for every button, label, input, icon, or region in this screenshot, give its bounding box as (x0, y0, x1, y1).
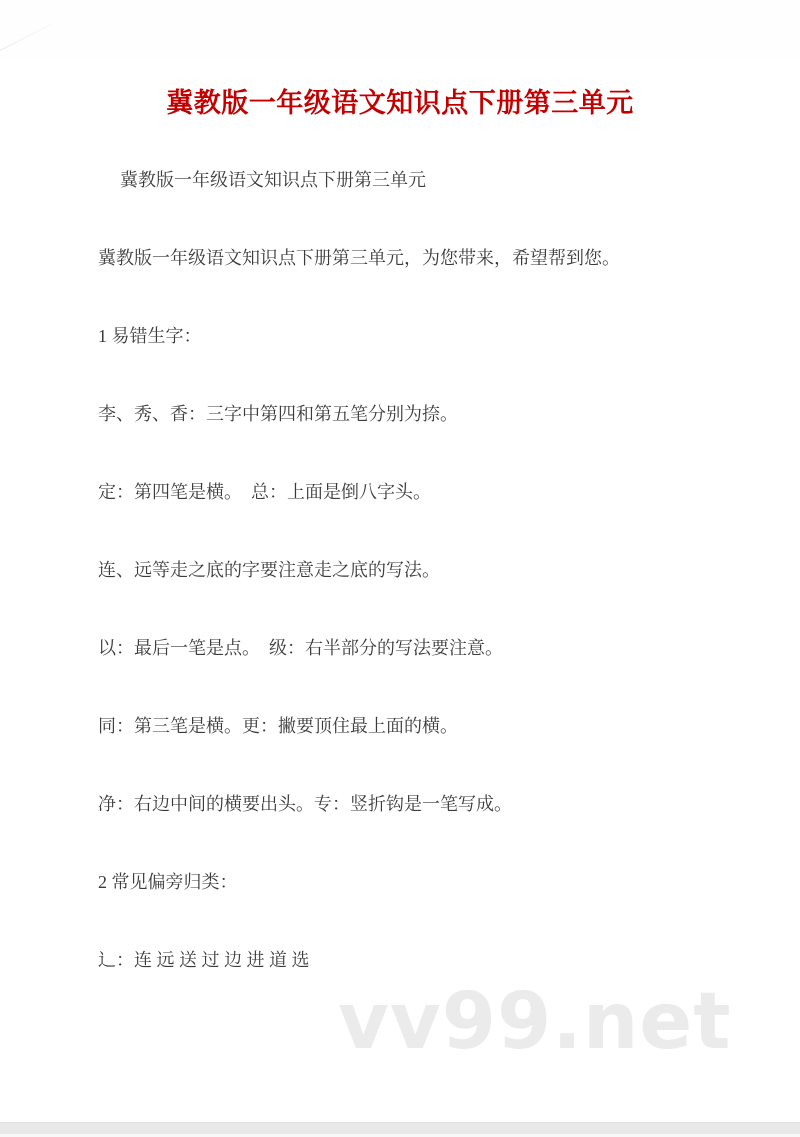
watermark-text: vv99.net (338, 977, 732, 1067)
tip-ding-zong: 定：第四笔是横。 总：上面是倒八字头。 (98, 482, 431, 502)
subtitle-line: 冀教版一年级语文知识点下册第三单元 (120, 170, 426, 190)
document-title: 冀教版一年级语文知识点下册第三单元 (166, 88, 634, 118)
tip-li-xiu-xiang: 李、秀、香：三字中第四和第五笔分别为捺。 (98, 404, 458, 424)
radical-group-line: 辶：连 远 送 过 边 进 道 选 (98, 950, 310, 970)
page-top-edge (0, 0, 800, 58)
page-separator (0, 1122, 800, 1134)
tip-lian-yuan: 连、远等走之底的字要注意走之底的写法。 (98, 560, 440, 580)
section-1-heading: 1 易错生字： (98, 326, 202, 346)
tip-jing-zhuan: 净：右边中间的横要出头。专：竖折钩是一笔写成。 (98, 794, 512, 814)
tip-tong-geng: 同：第三笔是横。更：撇要顶住最上面的横。 (98, 716, 458, 736)
intro-line: 冀教版一年级语文知识点下册第三单元，为您带来，希望帮到您。 (98, 248, 620, 268)
tip-yi-ji: 以：最后一笔是点。 级：右半部分的写法要注意。 (98, 638, 503, 658)
section-2-heading: 2 常见偏旁归类： (98, 872, 238, 892)
document-body (98, 168, 720, 1026)
